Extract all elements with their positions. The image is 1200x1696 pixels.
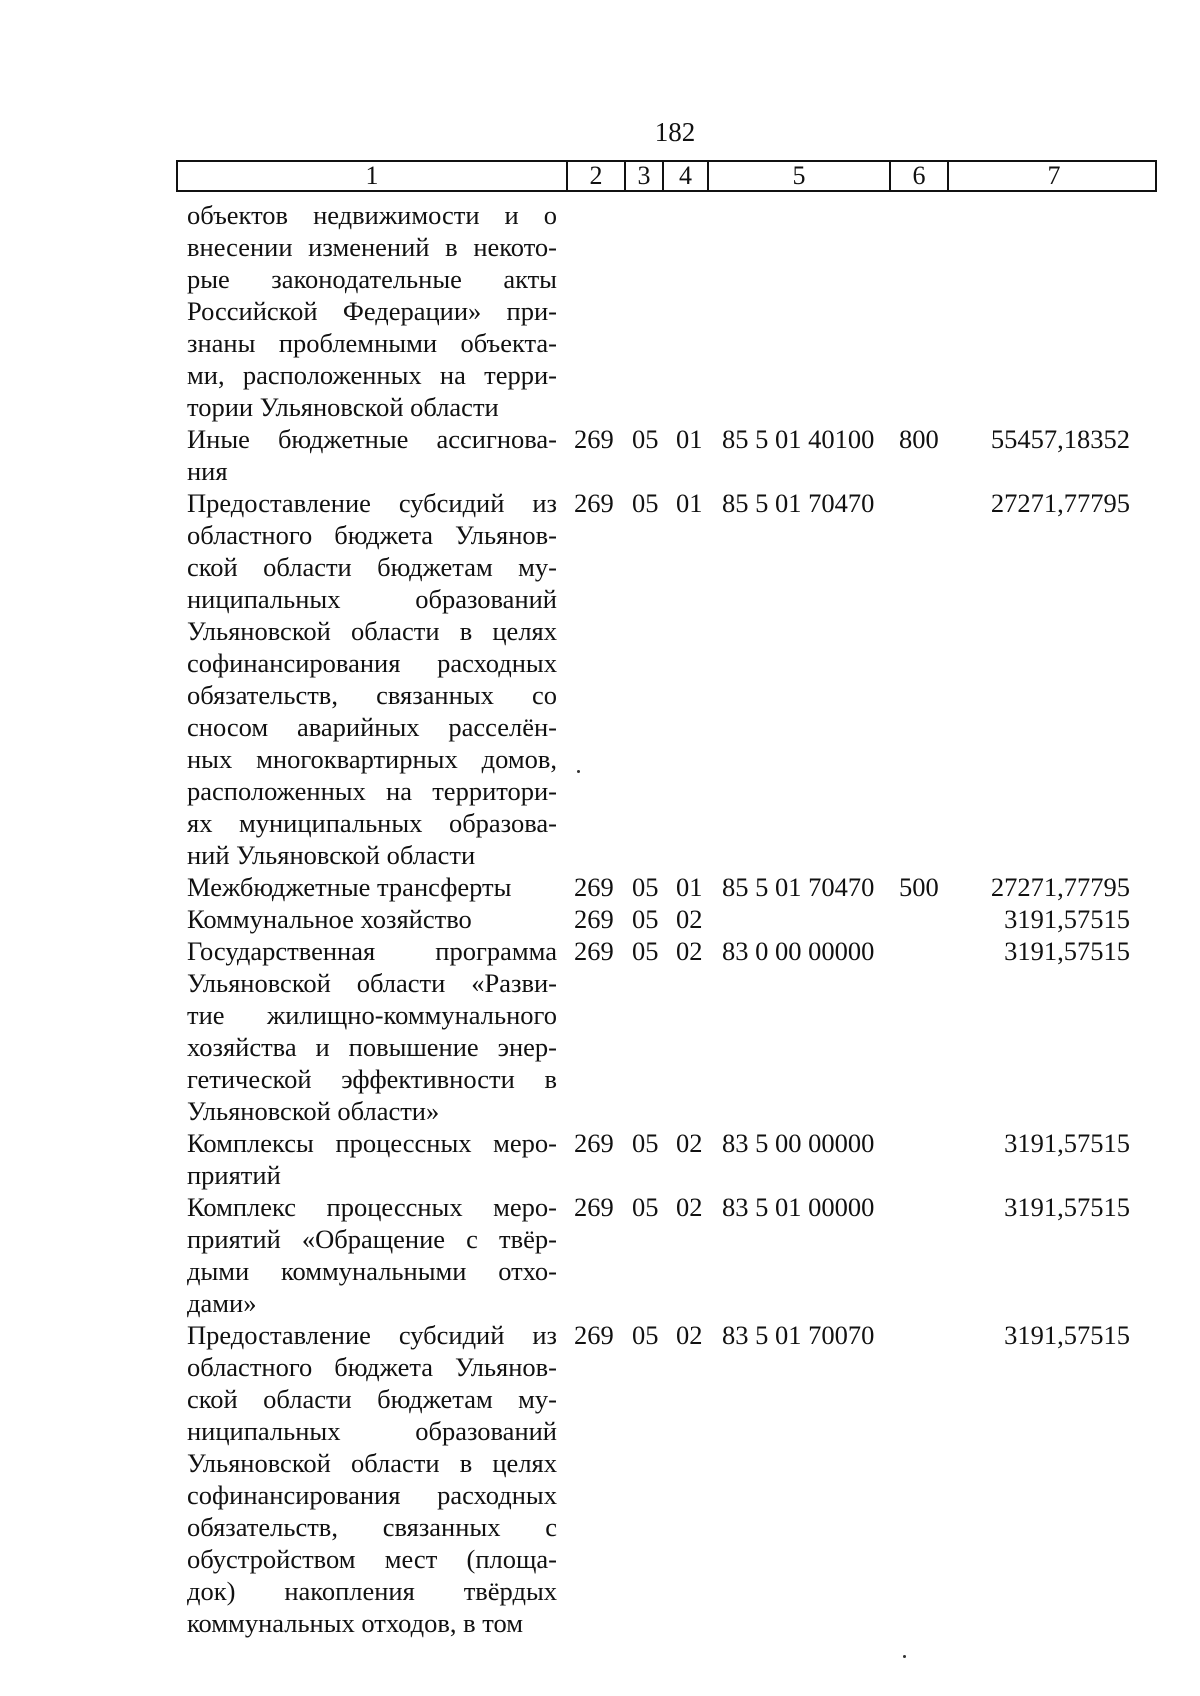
target-article-code: 85 5 01 40100: [722, 424, 875, 454]
description-line: ях муниципальных образова-: [187, 808, 557, 838]
target-article-code: 83 5 01 70070: [722, 1320, 875, 1350]
amount: 27271,77795: [990, 872, 1130, 902]
description-line: тие жилищно-коммунального: [187, 1000, 557, 1030]
description-line: приятий: [187, 1160, 281, 1190]
description-line: хозяйства и повышение энер-: [187, 1032, 557, 1062]
header-col-4: 4: [664, 162, 709, 190]
table-row: [0, 487, 1200, 871]
description-line: сносом аварийных расселён-: [187, 712, 557, 742]
description-line: Ульяновской области в целях: [187, 1448, 557, 1478]
subsection-code: 02: [676, 1192, 703, 1222]
table-row: [0, 1127, 1200, 1191]
expense-type-code: 500: [899, 872, 939, 902]
description-line: гетической эффективности в: [187, 1064, 557, 1094]
row-description: [187, 423, 557, 487]
description-line: Предоставление субсидий из: [187, 488, 557, 518]
description-line: ных многоквартирных домов,: [187, 744, 557, 774]
row-description: [187, 1191, 557, 1319]
description-line: ми, расположенных на терри-: [187, 360, 557, 390]
section-code: 05: [632, 424, 659, 454]
row-description: [187, 871, 557, 903]
section-code: 05: [632, 872, 659, 902]
admin-code: 269: [574, 1192, 614, 1222]
section-code: 05: [632, 904, 659, 934]
description-line: ния: [187, 456, 228, 486]
description-line: Предоставление субсидий из: [187, 1320, 557, 1350]
table-row: [0, 423, 1200, 487]
description-line: знаны проблемными объекта-: [187, 328, 557, 358]
description-line: ской области бюджетам му-: [187, 552, 557, 582]
row-description: [187, 487, 557, 871]
page-number: 182: [654, 117, 696, 147]
section-code: 05: [632, 936, 659, 966]
description-line: Иные бюджетные ассигнова-: [187, 424, 557, 454]
description-line: ниципальных образований: [187, 584, 557, 614]
description-line: софинансирования расходных: [187, 1480, 557, 1510]
description-line: внесении изменений в некото-: [187, 232, 557, 262]
row-description: [187, 1127, 557, 1191]
description-line: Государственная программа: [187, 936, 557, 966]
description-line: расположенных на территори-: [187, 776, 557, 806]
description-line: Комплекс процессных меро-: [187, 1192, 557, 1222]
table-row: [0, 871, 1200, 903]
expense-type-code: 800: [899, 424, 939, 454]
description-line: областного бюджета Ульянов-: [187, 1352, 557, 1382]
description-line: ской области бюджетам му-: [187, 1384, 557, 1414]
description-line: объектов недвижимости и о: [187, 200, 557, 230]
description-line: софинансирования расходных: [187, 648, 557, 678]
description-line: обязательств, связанных с: [187, 1512, 557, 1542]
admin-code: 269: [574, 904, 614, 934]
description-line: док) накопления твёрдых: [187, 1576, 557, 1606]
target-article-code: 85 5 01 70470: [722, 488, 875, 518]
admin-code: 269: [574, 936, 614, 966]
description-line: дами»: [187, 1288, 257, 1318]
amount: 3191,57515: [1004, 936, 1130, 966]
description-line: Коммунальное хозяйство: [187, 904, 472, 934]
section-code: 05: [632, 1128, 659, 1158]
subsection-code: 02: [676, 936, 703, 966]
subsection-code: 02: [676, 904, 703, 934]
subsection-code: 02: [676, 1320, 703, 1350]
amount: 27271,77795: [990, 488, 1130, 518]
section-code: 05: [632, 488, 659, 518]
row-description: [187, 903, 557, 935]
row-description: [187, 1319, 557, 1639]
description-line: коммунальных отходов, в том: [187, 1608, 523, 1638]
subsection-code: 02: [676, 1128, 703, 1158]
row-description: [187, 199, 557, 423]
header-col-7: 7: [1047, 161, 1061, 190]
target-article-code: 85 5 01 70470: [722, 872, 875, 902]
description-line: Ульяновской области «Разви-: [187, 968, 557, 998]
header-col-6: 6: [891, 162, 949, 190]
amount: 3191,57515: [1004, 1192, 1130, 1222]
subsection-code: 01: [676, 488, 703, 518]
section-code: 05: [632, 1320, 659, 1350]
target-article-code: 83 5 01 00000: [722, 1192, 875, 1222]
target-article-code: 83 5 00 00000: [722, 1128, 875, 1158]
admin-code: 269: [574, 424, 614, 454]
description-line: ниципальных образований: [187, 1416, 557, 1446]
description-line: приятий «Обращение с твёр-: [187, 1224, 557, 1254]
scan-speck: [903, 1655, 906, 1658]
table-header: [176, 160, 1157, 192]
description-line: дыми коммунальными отхо-: [187, 1256, 557, 1286]
target-article-code: 83 0 00 00000: [722, 936, 875, 966]
header-col-5: 5: [709, 162, 891, 190]
amount: 3191,57515: [1004, 904, 1130, 934]
amount: 3191,57515: [1004, 1320, 1130, 1350]
row-description: [187, 935, 557, 1127]
subsection-code: 01: [676, 872, 703, 902]
description-line: Ульяновской области»: [187, 1096, 440, 1126]
table-row: [0, 935, 1200, 1127]
description-line: обязательств, связанных со: [187, 680, 557, 710]
description-line: областного бюджета Ульянов-: [187, 520, 557, 550]
header-col-2: 2: [568, 162, 626, 190]
table-row: [0, 1191, 1200, 1319]
table-row: [0, 199, 1200, 423]
admin-code: 269: [574, 1128, 614, 1158]
description-line: обустройством мест (площа-: [187, 1544, 557, 1574]
admin-code: 269: [574, 1320, 614, 1350]
table-row: [0, 1319, 1200, 1639]
admin-code: 269: [574, 488, 614, 518]
amount: 3191,57515: [1004, 1128, 1130, 1158]
table-body: [0, 199, 1200, 1639]
header-col-1: 1: [178, 162, 568, 190]
scan-speck: [577, 770, 580, 773]
description-line: ний Ульяновской области: [187, 840, 476, 870]
header-col-3: 3: [626, 162, 664, 190]
admin-code: 269: [574, 872, 614, 902]
description-line: рые законодательные акты: [187, 264, 557, 294]
description-line: Комплексы процессных меро-: [187, 1128, 557, 1158]
description-line: Межбюджетные трансферты: [187, 872, 512, 902]
description-line: Российской Федерации» при-: [187, 296, 557, 326]
table-row: [0, 903, 1200, 935]
description-line: Ульяновской области в целях: [187, 616, 557, 646]
section-code: 05: [632, 1192, 659, 1222]
amount: 55457,18352: [990, 424, 1130, 454]
description-line: тории Ульяновской области: [187, 392, 499, 422]
subsection-code: 01: [676, 424, 703, 454]
